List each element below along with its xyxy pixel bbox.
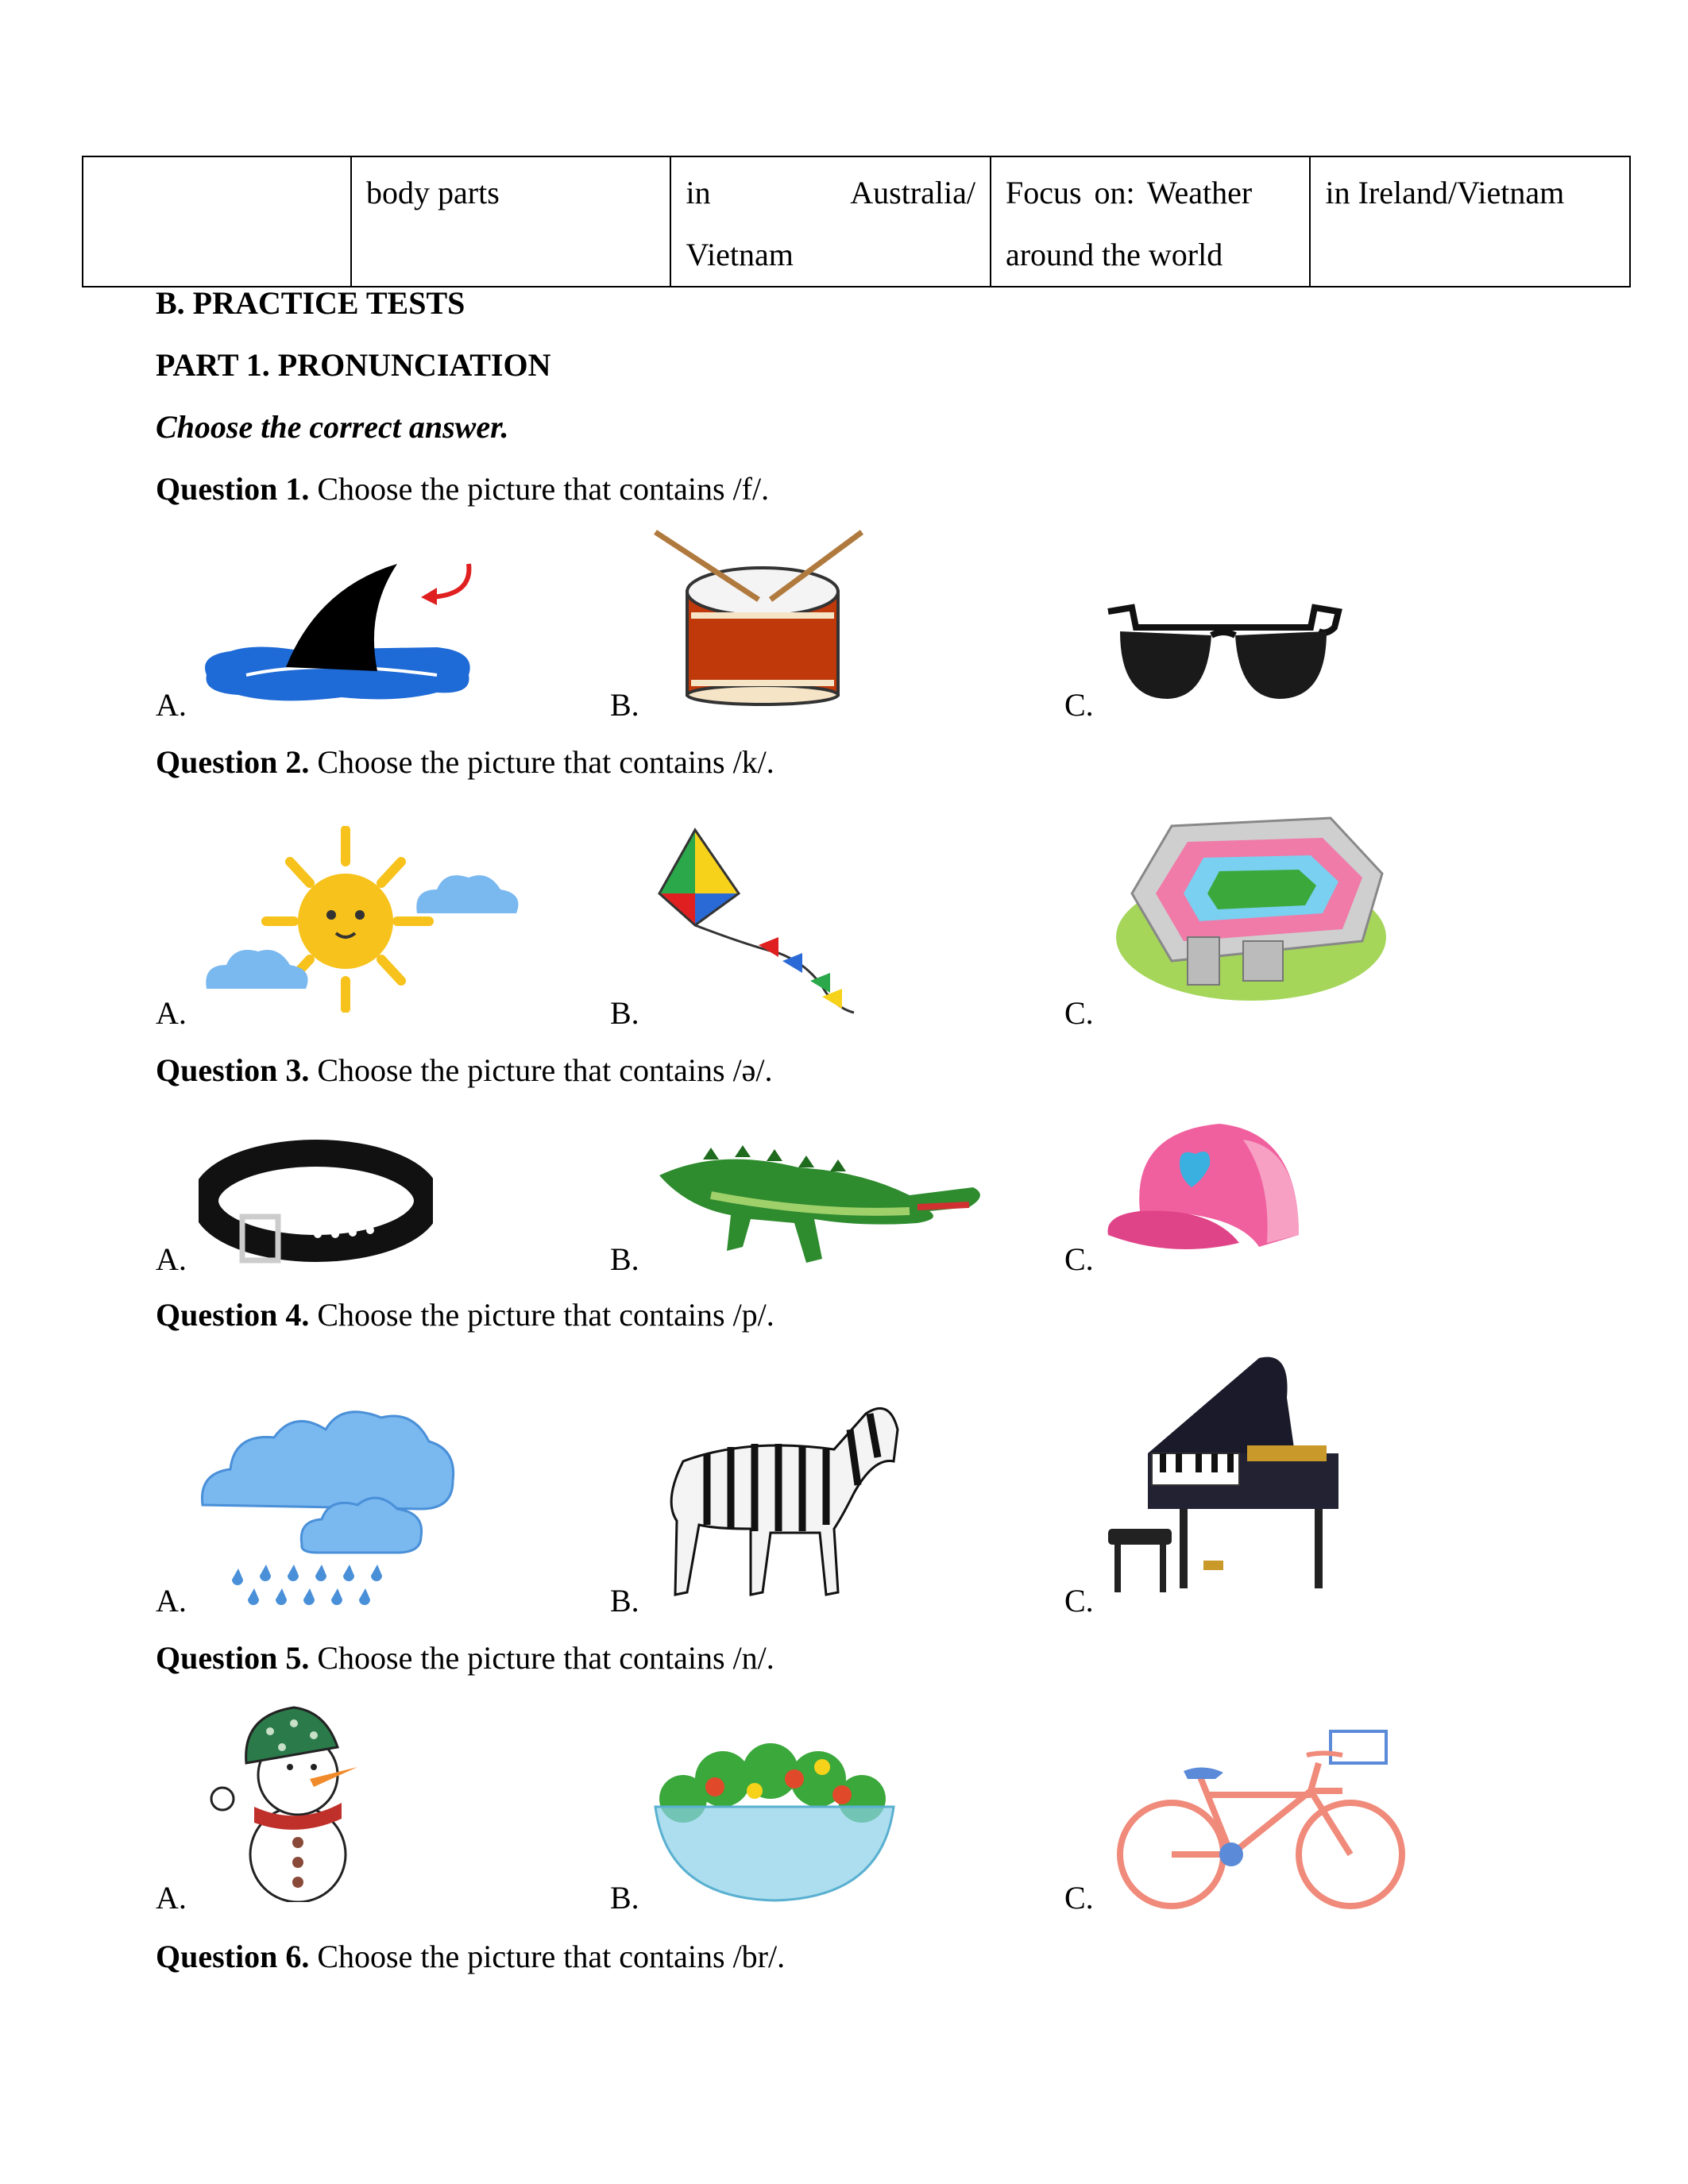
piano-picture[interactable]: [1100, 1350, 1362, 1612]
option-a-label[interactable]: A.: [156, 1241, 187, 1277]
table-cell-weather: Focus on: Weather around the world: [991, 156, 1310, 287]
question-5: Question 5. Choose the picture that contains /n/.: [156, 1640, 774, 1676]
curriculum-table: [82, 156, 1631, 287]
table-cell-body-parts: body parts: [351, 156, 670, 287]
table-cell-empty: [83, 156, 351, 287]
option-b-label[interactable]: B.: [610, 1880, 639, 1916]
zebra-picture[interactable]: [651, 1382, 906, 1608]
drum-picture[interactable]: [651, 528, 866, 707]
option-b-label[interactable]: B.: [610, 995, 639, 1031]
bicycle-picture[interactable]: [1104, 1715, 1418, 1914]
question-6: Question 6. Choose the picture that contains /br/.: [156, 1939, 786, 1974]
option-c-label[interactable]: C.: [1064, 995, 1094, 1031]
question-4: Question 4. Choose the picture that contains /p/.: [156, 1297, 774, 1333]
stadium-picture[interactable]: [1108, 798, 1394, 1009]
table-cell-ireland-vietnam: in Ireland/Vietnam: [1310, 156, 1630, 287]
kite-picture[interactable]: [651, 826, 858, 1017]
option-a-label[interactable]: A.: [156, 1583, 187, 1619]
option-b-label[interactable]: B.: [610, 1583, 639, 1619]
rain-cloud-picture[interactable]: [199, 1402, 457, 1608]
salad-picture[interactable]: [651, 1743, 898, 1902]
part-title: PART 1. PRONUNCIATION: [156, 347, 551, 383]
cap-picture[interactable]: [1100, 1116, 1307, 1259]
option-b-label[interactable]: B.: [610, 1241, 639, 1277]
option-c-label[interactable]: C.: [1064, 1880, 1094, 1916]
snowman-picture[interactable]: [199, 1700, 377, 1902]
belt-picture[interactable]: [199, 1137, 433, 1268]
question-1: Question 1. Choose the picture that contains /f/.: [156, 471, 770, 507]
question-2: Question 2. Choose the picture that contains /k/.: [156, 744, 774, 780]
crocodile-picture[interactable]: [655, 1132, 989, 1267]
question-3: Question 3. Choose the picture that contains /ə/.: [156, 1052, 773, 1088]
option-c-label[interactable]: C.: [1064, 687, 1094, 723]
section-title: B. PRACTICE TESTS: [156, 285, 465, 321]
option-a-label[interactable]: A.: [156, 1880, 187, 1916]
option-a-label[interactable]: A.: [156, 995, 187, 1031]
table-cell-australia-vietnam: in Australia/ Vietnam: [670, 156, 990, 287]
sun-and-clouds-picture[interactable]: [203, 826, 528, 1013]
table-row: [83, 156, 1630, 287]
option-c-label[interactable]: C.: [1064, 1241, 1094, 1277]
instruction: Choose the correct answer.: [156, 409, 509, 445]
shark-fin-picture[interactable]: [199, 556, 477, 703]
option-a-label[interactable]: A.: [156, 687, 187, 723]
sunglasses-picture[interactable]: [1104, 604, 1342, 707]
option-c-label[interactable]: C.: [1064, 1583, 1094, 1619]
option-b-label[interactable]: B.: [610, 687, 639, 723]
